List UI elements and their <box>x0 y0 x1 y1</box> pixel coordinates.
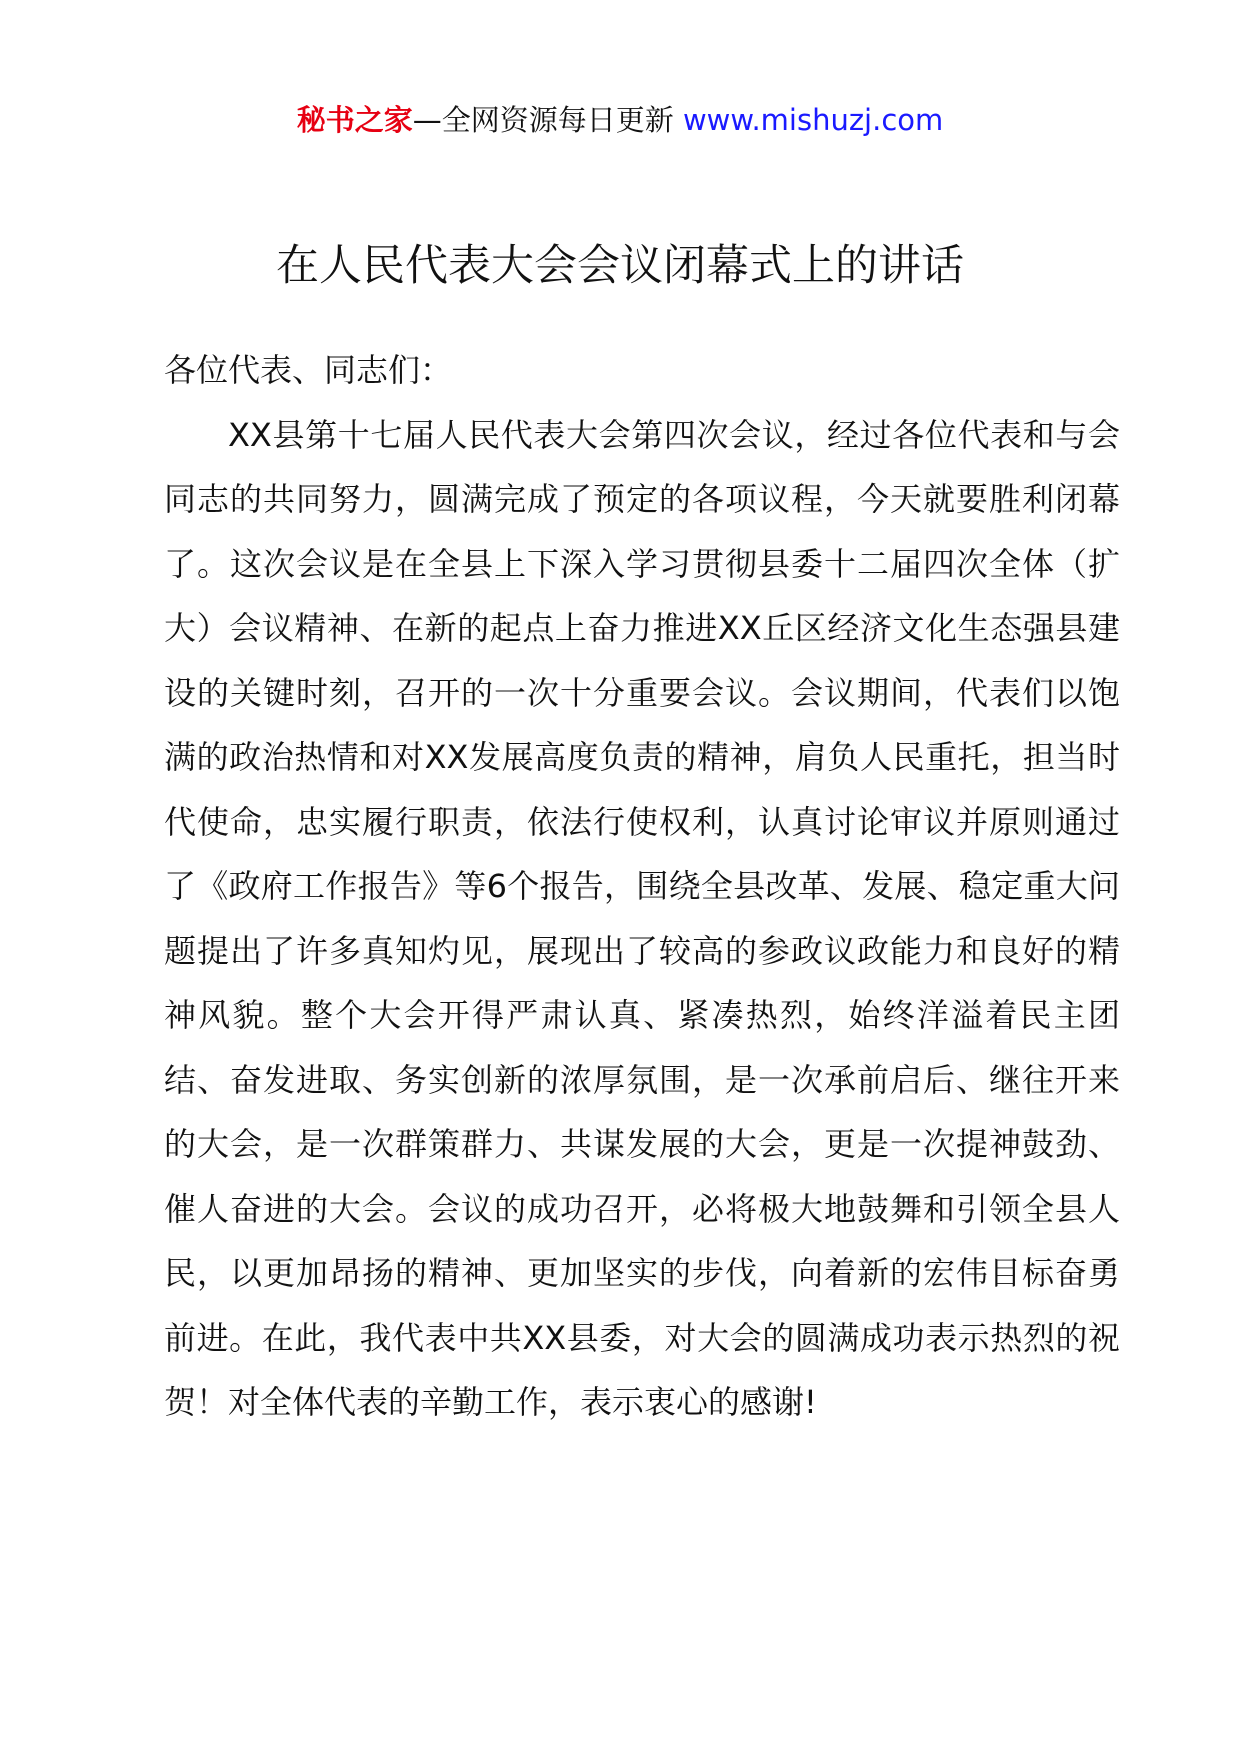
body-paragraph: XX县第十七届人民代表大会第四次会议，经过各位代表和与会同志的共同努力，圆满完成了预定的各项议程，今天就要胜利闭幕了。这次会议是在全县上下深入学习贯彻县委十二届四次全体（扩大）会议精神、在新的起点上奋力推进XX丘区经济文化生态强县建设的关键时刻，召开的一次十分重要会议。会议期间，代表们以饱满的政治热情和对XX发展高度负责的精神，肩负人民重托，担当时代使命，忠实履行职责，依法行使权利，认真讨论审议并原则通过了《政府工作报告》等6个报告，围绕全县改革、发展、稳定重大问题提出了许多真知灼见，展现出了较高的参政议政能力和良好的精神风貌。整个大会开得严肃认真、紧凑热烈，始终洋溢着民主团结、奋发进取、务实创新的浓厚氛围，是一次承前启后、继往开来的大会，是一次群策群力、共谋发展的大会，更是一次提神鼓劲、催人奋进的大会。会议的成功召开，必将极大地鼓舞和引领全县人民，以更加昂扬的精神、更加坚实的步伐，向着新的宏伟目标奋勇前进。在此，我代表中共XX县委，对大会的圆满成功表示热烈的祝贺！对全体代表的辛勤工作，表示衷心的感谢! <box>164 415 1120 1421</box>
site-header <box>0 100 1240 140</box>
document-body <box>164 338 1120 1435</box>
site-tagline: —全网资源每日更新 <box>412 103 674 137</box>
site-brand: 秘书之家 <box>296 103 413 137</box>
site-url-link[interactable]: www.mishuzj.com <box>682 103 944 137</box>
salutation: 各位代表、同志们： <box>164 351 453 389</box>
document-title: 在人民代表大会会议闭幕式上的讲话 <box>276 241 964 291</box>
